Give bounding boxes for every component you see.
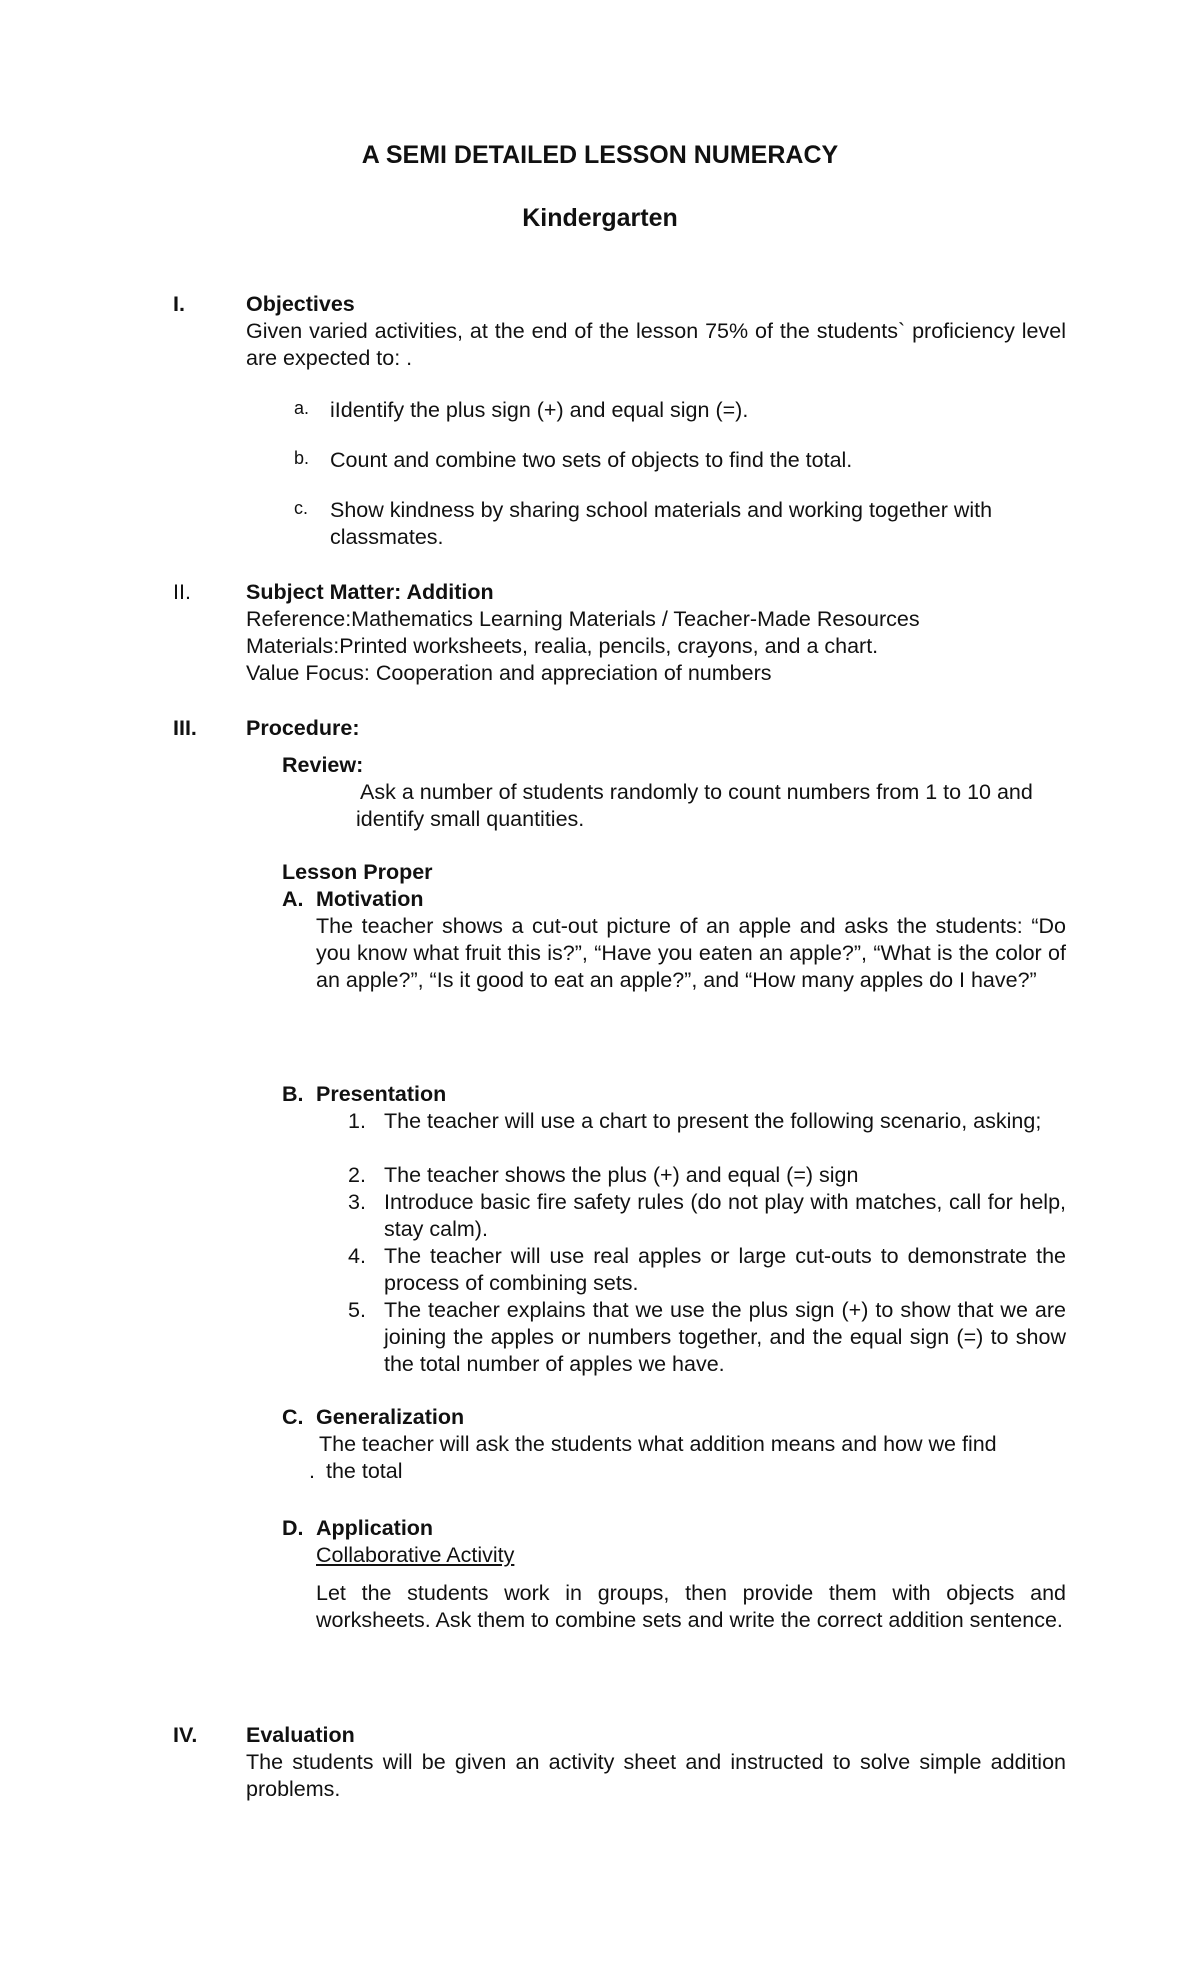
motivation-heading: Motivation	[316, 887, 424, 911]
objective-text: Show kindness by sharing school materials and working together with classmates.	[330, 498, 993, 549]
presentation-item-number: 3.	[348, 1190, 366, 1214]
motivation-letter: A.	[282, 887, 304, 911]
evaluation-text: The students will be given an activity sheet and instructed to solve simple addition problems.	[246, 1750, 1066, 1801]
generalization-heading: Generalization	[316, 1405, 465, 1429]
presentation-item-text: The teacher will use a chart to present the following scenario, asking;	[384, 1109, 1042, 1133]
subject-reference: Reference:Mathematics Learning Materials / Teacher-Made Resources	[246, 607, 920, 631]
application-heading: Application	[316, 1516, 434, 1540]
section-numeral-procedure: III.	[173, 716, 197, 740]
lesson-proper-heading: Lesson Proper	[282, 860, 433, 884]
presentation-heading: Presentation	[316, 1082, 447, 1106]
section-heading-subject-matter: Subject Matter: Addition	[246, 580, 494, 604]
application-letter: D.	[282, 1516, 304, 1540]
motivation-text: The teacher shows a cut-out picture of an apple and asks the students: “Do you know what fruit this is?”, “Have you eaten an apple?”, “What is the color of an apple?”, “Is it good to eat an apple?”, and “How many apples do I have?”	[316, 914, 1066, 992]
section-numeral-evaluation: IV.	[173, 1723, 198, 1747]
review-heading: Review:	[282, 753, 364, 777]
subject-value-focus: Value Focus: Cooperation and appreciation of numbers	[246, 661, 772, 685]
presentation-item-text: Introduce basic fire safety rules (do not play with matches, call for help, stay calm).	[384, 1190, 1066, 1241]
objective-label: a.	[294, 398, 310, 418]
presentation-item-text: The teacher shows the plus (+) and equal (=) sign	[384, 1163, 859, 1187]
section-heading-evaluation: Evaluation	[246, 1723, 355, 1747]
objective-label: c.	[294, 498, 309, 518]
presentation-item-text: The teacher explains that we use the plus sign (+) to show that we are joining the apples or numbers together, and the equal sign (=) to show the total number of apples we have.	[384, 1298, 1066, 1376]
generalization-text-line2: the total	[326, 1459, 403, 1483]
objectives-intro: Given varied activities, at the end of the lesson 75% of the students` proficiency level are expected to: .	[246, 319, 1066, 370]
section-heading-objectives: Objectives	[246, 292, 355, 316]
subject-materials: Materials:Printed worksheets, realia, pencils, crayons, and a chart.	[246, 634, 879, 658]
application-text: Let the students work in groups, then provide them with objects and worksheets. Ask them to combine sets and write the correct addition sentence.	[316, 1581, 1066, 1632]
presentation-item-number: 1.	[348, 1109, 366, 1133]
section-numeral-objectives: I.	[173, 292, 185, 316]
presentation-item-text: The teacher will use real apples or large cut-outs to demonstrate the process of combining sets.	[384, 1244, 1066, 1295]
presentation-letter: B.	[282, 1082, 304, 1106]
presentation-item-number: 2.	[348, 1163, 366, 1187]
generalization-letter: C.	[282, 1405, 304, 1429]
presentation-item-number: 5.	[348, 1298, 366, 1322]
document-title: A SEMI DETAILED LESSON NUMERACY	[361, 141, 839, 169]
presentation-item-number: 4.	[348, 1244, 366, 1268]
generalization-dot: .	[309, 1459, 315, 1483]
review-text: Ask a number of students randomly to count numbers from 1 to 10 and identify small quantities.	[356, 780, 1033, 831]
document-subtitle: Kindergarten	[522, 204, 678, 232]
section-heading-procedure: Procedure:	[246, 716, 360, 740]
objective-text: Count and combine two sets of objects to find the total.	[330, 448, 853, 472]
section-numeral-subject-matter: II.	[173, 580, 191, 604]
generalization-text-line1: The teacher will ask the students what addition means and how we find	[319, 1432, 997, 1456]
objective-text: iIdentify the plus sign (+) and equal sign (=).	[330, 398, 749, 422]
objective-label: b.	[294, 448, 310, 468]
application-activity: Collaborative Activity	[316, 1543, 515, 1567]
